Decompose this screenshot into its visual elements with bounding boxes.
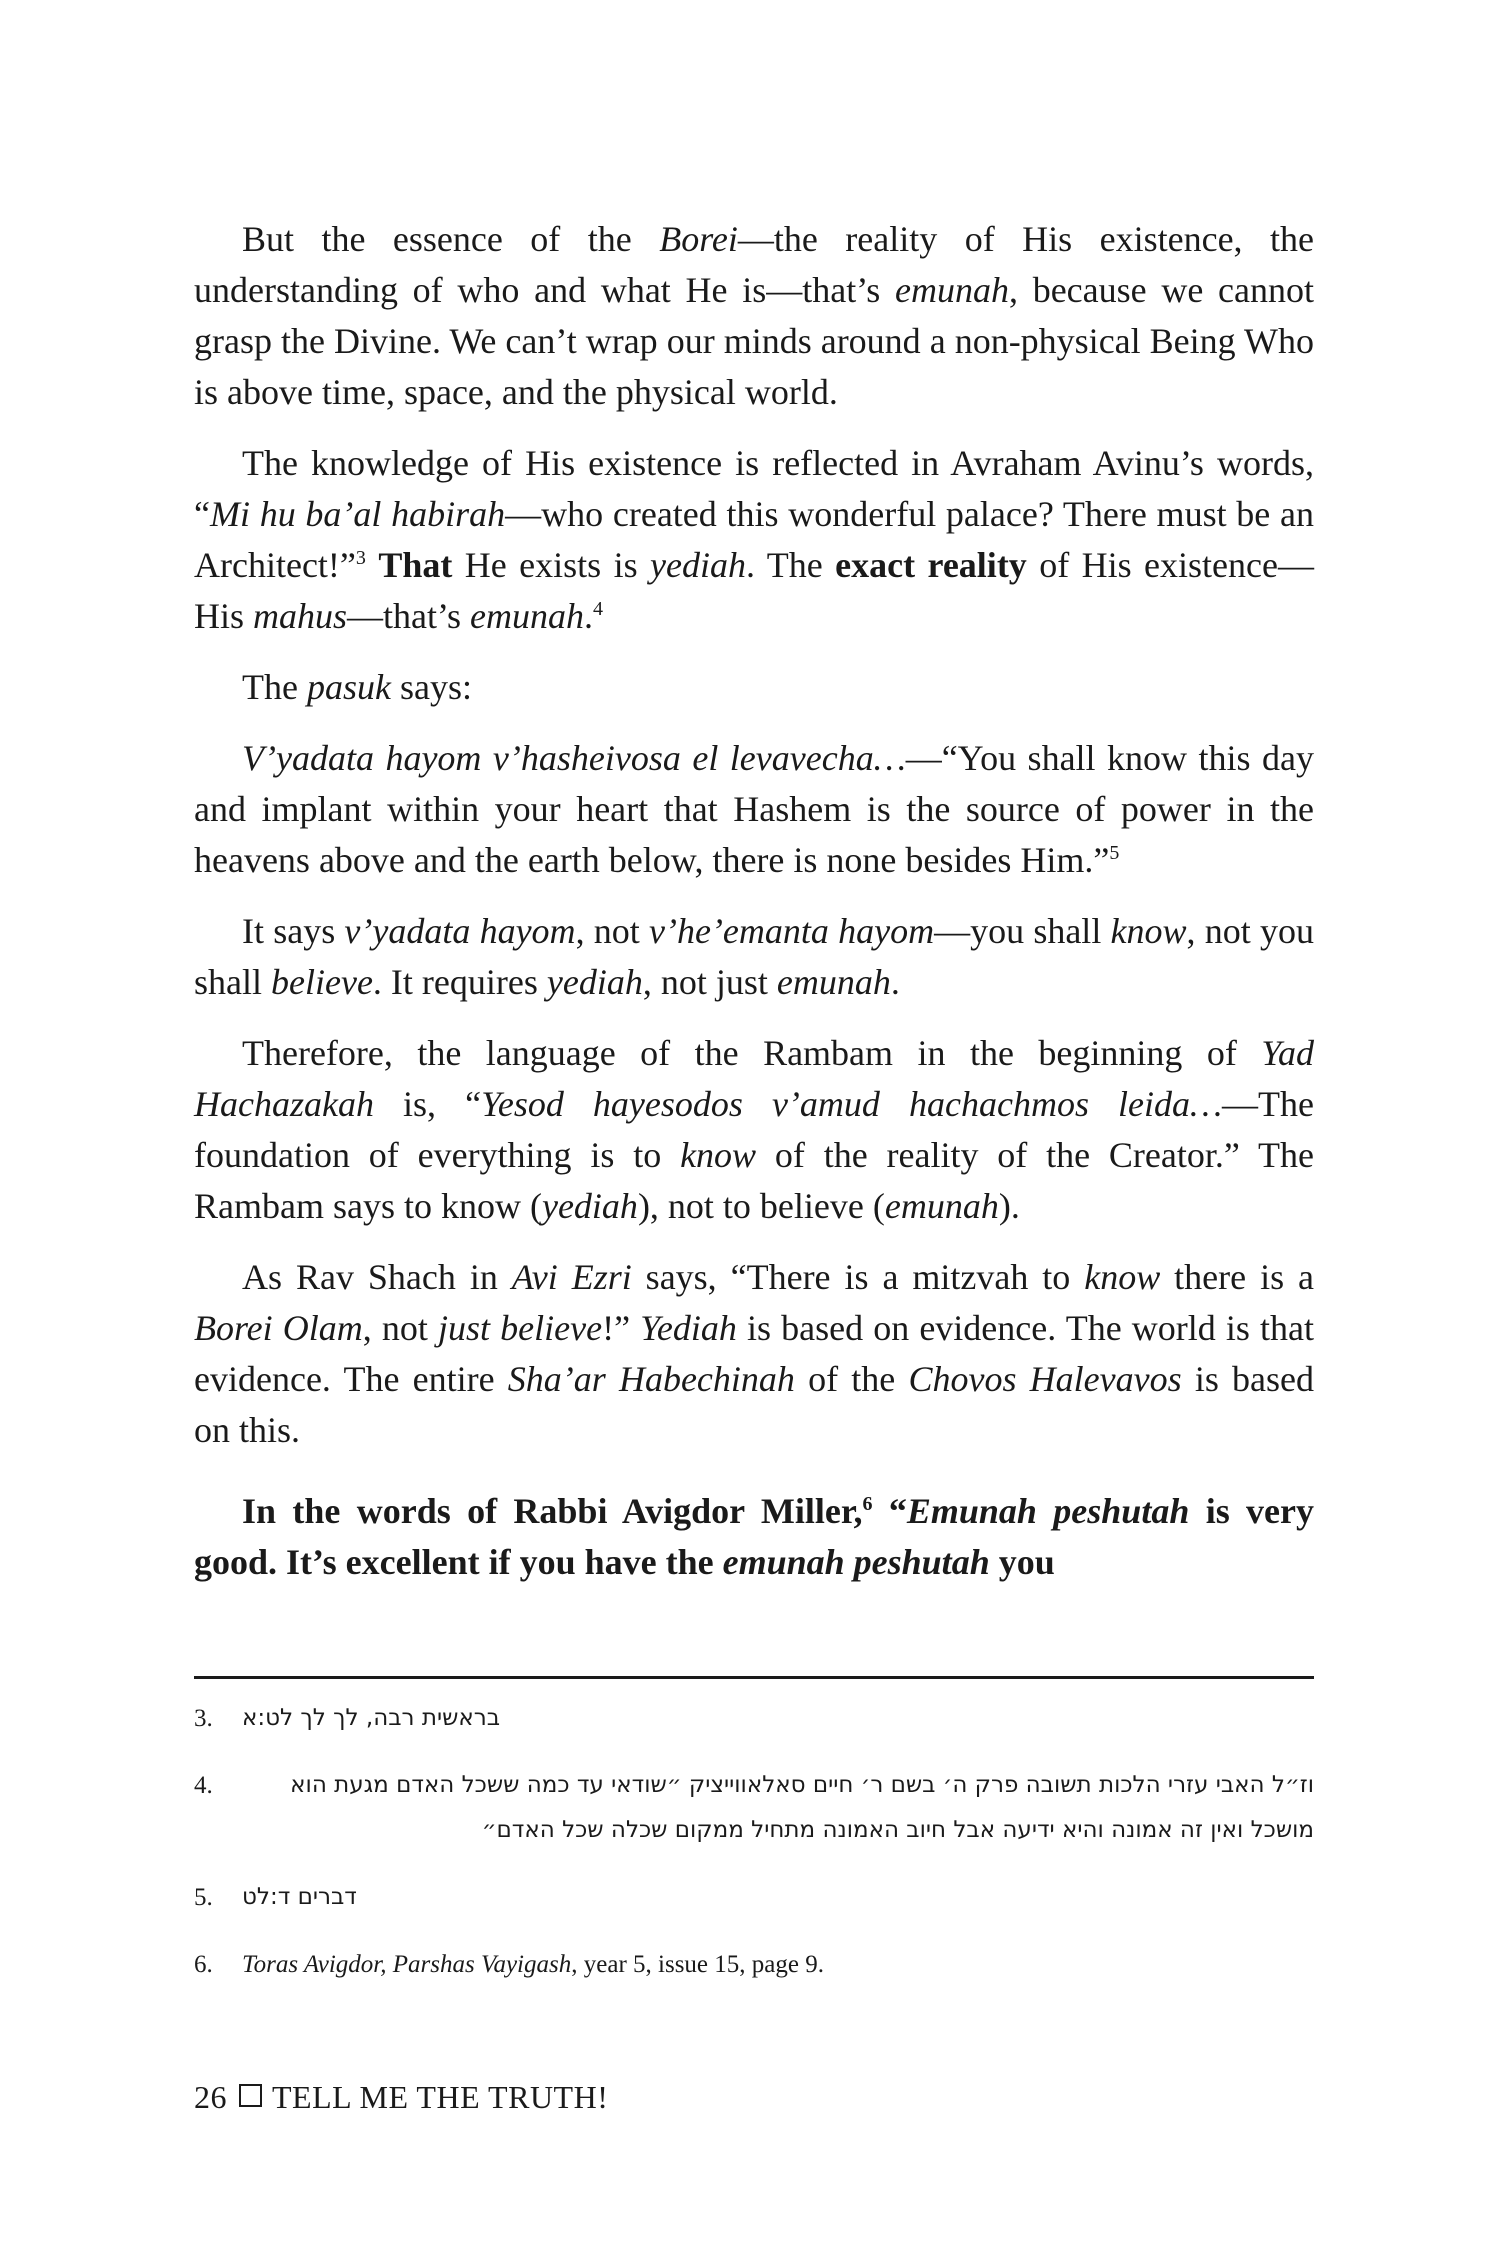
text-run: , not: [362, 1308, 439, 1348]
footnote-ref-3[interactable]: 3: [355, 547, 366, 569]
paragraph-1: [194, 214, 1314, 418]
italic-term: Yad Hachazakah: [194, 1033, 1314, 1124]
footnote-number: 5.: [194, 1884, 213, 1911]
text-run: The: [242, 667, 307, 707]
bold-term: exact reality: [835, 545, 1027, 585]
italic-term: know: [680, 1135, 757, 1175]
italic-term: emunah: [470, 596, 585, 636]
page-number: 26: [194, 2079, 227, 2115]
hebrew-text: בראשית רבה, לך לך לט:א: [242, 1705, 501, 1731]
text-run: !”: [602, 1308, 641, 1348]
text-run: , not: [575, 911, 649, 951]
paragraph-5: [194, 906, 1314, 1008]
text-run: there is a: [1160, 1257, 1315, 1297]
text-run: He exists is: [452, 545, 651, 585]
page-footer: [194, 2077, 608, 2117]
italic-term: Emunah peshutah: [906, 1491, 1190, 1531]
text-run: But the essence of the: [242, 219, 660, 259]
text-run: It says: [242, 911, 345, 951]
text-run: In the words of Rabbi Avigdor Miller,: [242, 1491, 863, 1531]
italic-term: just believe: [438, 1308, 603, 1348]
footnote-ref-4[interactable]: 4: [593, 598, 604, 620]
text-run: says, “There is a mitzvah to: [631, 1257, 1085, 1297]
text-run: ), not to believe (: [637, 1186, 885, 1226]
italic-term: know: [1110, 911, 1187, 951]
text-run: .: [584, 596, 594, 636]
italic-term: Borei Olam: [194, 1308, 363, 1348]
paragraph-2: [194, 438, 1314, 642]
text-run: is very good. It’s excellent if you have the: [194, 1491, 1315, 1582]
footnote-4: [194, 1763, 1314, 1853]
text-run: —who created this wonderful palace? There must be an Architect!”: [194, 494, 1314, 585]
text-run: As Rav Shach in: [242, 1257, 512, 1297]
italic-term: Borei: [659, 219, 738, 259]
text-run: says:: [390, 667, 472, 707]
text-run: you: [989, 1542, 1055, 1582]
italic-term: emunah peshutah: [722, 1542, 990, 1582]
footnote-5: [194, 1875, 1314, 1920]
italic-term: Mi hu ba’al habirah: [209, 494, 506, 534]
italic-term: Toras Avigdor, Parshas Vayigash: [242, 1951, 572, 1978]
text-run: , not you shall: [194, 911, 1314, 1002]
book-title: TELL ME THE TRUTH!: [272, 2079, 609, 2115]
italic-term: yediah: [546, 962, 643, 1002]
italic-term: pasuk: [306, 667, 391, 707]
italic-term: v’yadata hayom: [344, 911, 576, 951]
text-run: is based on evidence. The world is that evidence. The entire: [194, 1308, 1315, 1399]
main-text: [194, 214, 1314, 1608]
italic-term: Yesod hayesodos v’amud hachachmos leida…: [481, 1084, 1223, 1124]
italic-term: emunah: [776, 962, 891, 1002]
text-run: is, “: [373, 1084, 482, 1124]
text-run: —The foundation of everything is to: [194, 1084, 1314, 1175]
hebrew-text: דברים ד:לט: [242, 1884, 357, 1910]
footnote-text: [242, 1875, 1314, 1920]
footnote-6: [194, 1942, 1314, 1987]
italic-term: believe: [271, 962, 373, 1002]
italic-term: v’he’emanta hayom: [649, 911, 935, 951]
text-run: “: [872, 1491, 907, 1531]
text-run: —that’s: [347, 596, 471, 636]
footnotes-section: [194, 1696, 1314, 2009]
text-run: The knowledge of His existence is reflected in Avraham Avinu’s words, “: [194, 443, 1314, 534]
italic-term: yediah: [650, 545, 746, 585]
italic-term: Chovos Halevavos: [908, 1359, 1182, 1399]
italic-term: emunah: [894, 270, 1009, 310]
italic-term: Yediah: [640, 1308, 737, 1348]
footnote-text: וז״ל האבי עזרי הלכות תשובה פרק ה׳ בשם ר׳ חיים סאלאווייציק ״שודאי עד כמה ששכל האדם מגעת הוא מושכל ואין זה אמונה והיא ידיעה אבל חיוב האמונה מתחיל ממקום שכלה שכל האדם״: [290, 1772, 1314, 1843]
text-run: —“You shall know this day and implant within your heart that Hashem is the source of power in the heavens above and the earth below, there is none besides Him.”: [194, 738, 1314, 880]
text-run: .: [890, 962, 900, 1002]
italic-term: mahus: [253, 596, 348, 636]
text-run: of the: [794, 1359, 909, 1399]
footnote-text: [242, 1696, 1314, 1741]
text-run: . The: [745, 545, 836, 585]
italic-term: V’yadata hayom v’hasheivosa el levavecha…: [242, 738, 906, 778]
text-run: . It requires: [372, 962, 547, 1002]
text-run: —the reality of His existence, the understanding of who and what He is—that’s: [194, 219, 1314, 310]
italic-term: emunah: [884, 1186, 999, 1226]
italic-term: Avi Ezri: [511, 1257, 632, 1297]
paragraph-6: [194, 1028, 1314, 1232]
text-run: is based on this.: [194, 1359, 1314, 1450]
text-run: of His existence—His: [194, 545, 1314, 636]
italic-term: know: [1084, 1257, 1161, 1297]
paragraph-7: [194, 1252, 1314, 1456]
footnote-ref-6[interactable]: 6: [862, 1493, 873, 1515]
italic-term: Sha’ar Habechinah: [507, 1359, 795, 1399]
bold-term: That: [378, 545, 453, 585]
text-run: , not just: [642, 962, 777, 1002]
italic-term: yediah: [541, 1186, 638, 1226]
paragraph-8-quote: [194, 1486, 1314, 1588]
footnote-number: 6.: [194, 1951, 213, 1978]
footnote-text: [242, 1942, 1314, 1987]
paragraph-3: [194, 662, 1314, 713]
footnote-number: 4.: [194, 1772, 213, 1799]
footnote-number: 3.: [194, 1705, 213, 1732]
text-run: ).: [998, 1186, 1020, 1226]
text-run: of the reality of the Creator.” The Rambam says to know (: [194, 1135, 1314, 1226]
text-run: , year 5, issue 15, page 9.: [571, 1951, 824, 1978]
text-run: Therefore, the language of the Rambam in the beginning of: [242, 1033, 1262, 1073]
footnote-3: [194, 1696, 1314, 1741]
paragraph-4: [194, 733, 1314, 886]
square-separator-icon: [239, 2084, 262, 2107]
footnote-ref-5[interactable]: 5: [1109, 842, 1120, 864]
text-run: —you shall: [934, 911, 1111, 951]
footnote-divider: [194, 1676, 1314, 1679]
text-run: , because we cannot grasp the Divine. We can’t wrap our minds around a non-physical Being Who is above time, space, and the physical world.: [194, 270, 1315, 412]
